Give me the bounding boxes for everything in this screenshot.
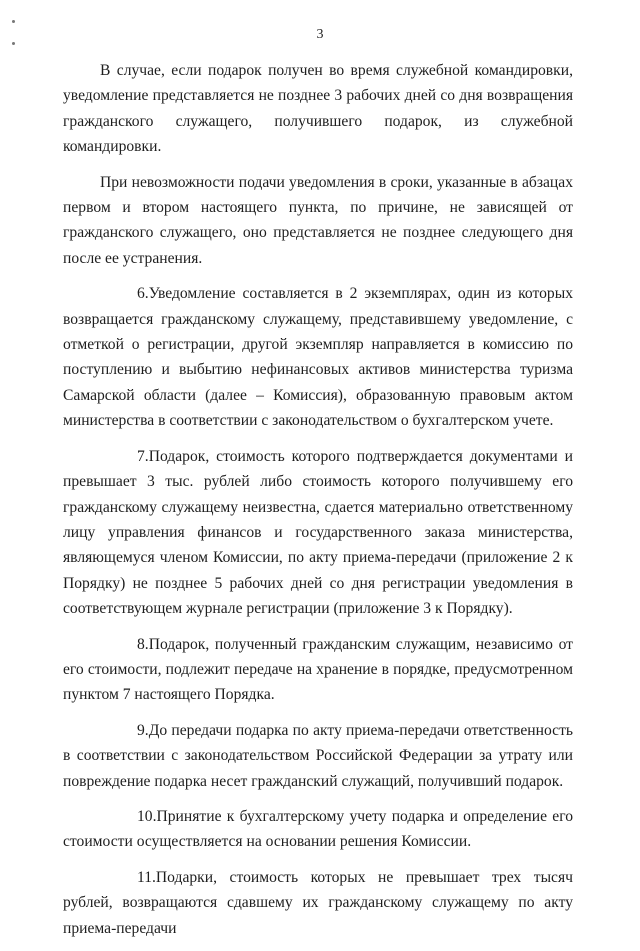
paragraph-deadline-exception	[63, 170, 573, 272]
document-body	[63, 58, 573, 951]
item-number: 11.	[137, 868, 156, 886]
paragraph-text: При невозможности подачи уведомления в сроки, указанные в абзацах первом и втором настоящего пункта, по причине, не зависящей от гражданского служащего, оно представляется не позднее следующего дня после ее устранения.	[63, 173, 573, 267]
page-number: 3	[316, 27, 324, 42]
paragraph-text: До передачи подарка по акту приема-передачи ответственность в соответствии с законодательством Российской Федерации за утрату или повреждение подарка несет гражданский служащий, получивший подарок.	[63, 721, 573, 790]
paragraph-item-10	[63, 804, 573, 855]
paragraph-item-9	[63, 718, 573, 794]
paragraph-text: Подарки, стоимость которых не превышает трех тысяч рублей, возвращаются сдавшему их гражданскому служащему по акту приема-передачи	[63, 868, 573, 937]
paragraph-text: В случае, если подарок получен во время служебной командировки, уведомление представляется не позднее 3 рабочих дней со дня возвращения гражданского служащего, получившего подарок, из служебной командировки.	[63, 62, 573, 156]
item-number: 6.	[137, 285, 149, 303]
paragraph-item-6	[63, 281, 573, 433]
paragraph-item-7	[63, 444, 573, 622]
paragraph-item-8	[63, 632, 573, 708]
margin-mark	[12, 20, 15, 23]
paragraph-text: Подарок, стоимость которого подтверждается документами и превышает 3 тыс. рублей либо стоимость которого получившему его гражданскому служащему неизвестна, сдается материально ответственному лицу управления финансов и государственного заказа министерства, являющемуся членом Комиссии, по акту приема-передачи (приложение 2 к Порядку) не позднее 5 рабочих дней со дня регистрации уведомления в соответствующем журнале регистрации (приложение 3 к Порядку).	[63, 447, 573, 618]
item-number: 7.	[137, 447, 149, 465]
paragraph-item-11	[63, 865, 573, 941]
item-number: 10.	[137, 807, 157, 825]
paragraph-business-trip	[63, 58, 573, 160]
paragraph-text: Принятие к бухгалтерскому учету подарка и определение его стоимости осуществляется на основании решения Комиссии.	[63, 807, 573, 851]
item-number: 9.	[137, 721, 149, 739]
item-number: 8.	[137, 635, 149, 653]
paragraph-text: Уведомление составляется в 2 экземплярах, один из которых возвращается гражданскому служащему, представившему уведомление, с отметкой о регистрации, другой экземпляр направляется в комиссию по поступлению и выбытию нефинансовых активов министерства туризма Самарской области (далее – Комиссия), образованную правовым актом министерства в соответствии с законодательством о бухгалтерском учете.	[63, 285, 573, 430]
margin-mark	[12, 42, 15, 45]
paragraph-text: Подарок, полученный гражданским служащим, независимо от его стоимости, подлежит передаче на хранение в порядке, предусмотренном пунктом 7 настоящего Порядка.	[63, 635, 573, 704]
